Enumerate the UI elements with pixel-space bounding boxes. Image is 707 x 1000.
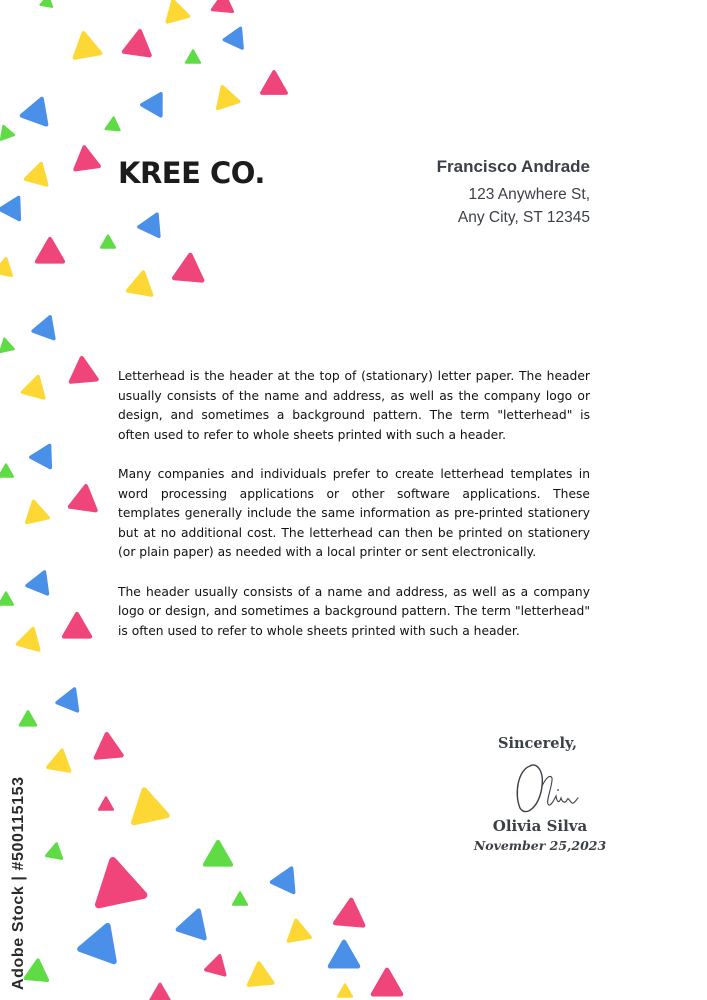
confetti-triangle — [373, 970, 401, 994]
confetti-triangle — [27, 568, 55, 594]
confetti-triangle — [0, 257, 15, 276]
confetti-triangle — [206, 953, 230, 975]
confetti-triangle — [94, 733, 122, 758]
confetti-triangle — [40, 0, 54, 7]
confetti-triangle — [0, 464, 13, 476]
confetti-triangle — [139, 210, 167, 237]
stock-watermark: Adobe Stock | #500115153 — [10, 776, 27, 990]
confetti-triangle — [37, 239, 63, 262]
confetti-triangle — [212, 0, 233, 11]
confetti-triangle — [178, 906, 212, 938]
confetti-triangle — [69, 357, 97, 382]
confetti-triangle — [224, 24, 249, 48]
confetti-triangle — [71, 31, 101, 58]
confetti-triangle — [57, 685, 85, 711]
confetti-triangle — [128, 270, 155, 295]
sender-address-line1: 123 Anywhere St, — [468, 186, 590, 203]
confetti-triangle — [80, 920, 125, 962]
confetti-triangle — [174, 254, 204, 281]
body-paragraph-3: The header usually consists of a name and address, as well as a company logo or design, and sometimes a background pattern. The term "letterhead" is often used to refer to whole sheets printed with such a header. — [118, 584, 590, 638]
confetti-triangle — [106, 117, 121, 130]
confetti-triangle — [162, 0, 188, 22]
closing-block — [470, 734, 610, 856]
confetti-triangle — [31, 440, 59, 467]
sender-address-line2: Any City, ST 12345 — [457, 209, 590, 226]
confetti-triangle — [247, 962, 273, 985]
confetti-triangle — [0, 192, 28, 219]
confetti-triangle — [335, 899, 365, 926]
company-logo: KREE CO. — [118, 156, 265, 190]
confetti-triangle — [128, 787, 167, 823]
sender-name: Francisco Andrade — [436, 157, 590, 176]
confetti-triangle — [205, 842, 231, 865]
sender-block — [437, 156, 590, 229]
confetti-triangle — [0, 124, 14, 140]
confetti-triangle — [22, 374, 48, 398]
signer-name: Olivia Silva — [492, 817, 588, 835]
confetti-triangle — [23, 499, 48, 522]
confetti-triangle — [46, 842, 64, 858]
confetti-triangle — [20, 711, 36, 725]
confetti-triangle — [233, 892, 247, 904]
confetti-triangle — [17, 626, 43, 650]
closing-salutation: Sincerely, — [498, 735, 578, 752]
confetti-triangle — [0, 337, 14, 352]
confetti-triangle — [99, 797, 113, 809]
confetti-triangle — [48, 748, 73, 771]
confetti-triangle — [101, 235, 115, 247]
letter-date: November 25,2023 — [473, 838, 607, 853]
confetti-triangle — [0, 592, 13, 604]
confetti-triangle — [150, 984, 170, 1000]
confetti-triangle — [90, 856, 143, 905]
confetti-triangle — [338, 984, 352, 996]
confetti-triangle — [212, 83, 239, 108]
confetti-triangle — [25, 161, 51, 185]
body-paragraph-1: Letterhead is the header at the top of (stationary) letter paper. The header usually consists of the name and address, as well as the company logo or design, and sometimes a background pattern. The term "letterhead" is often used to refer to whole sheets printed with such a header. — [118, 369, 590, 442]
confetti-triangle — [262, 72, 286, 93]
letter-body — [118, 367, 590, 661]
confetti-triangle — [64, 614, 90, 637]
confetti-triangle — [272, 863, 303, 892]
confetti-triangle — [72, 146, 99, 170]
confetti-triangle — [186, 50, 200, 62]
confetti-triangle — [33, 313, 60, 339]
confetti-triangle — [124, 29, 153, 55]
confetti-triangle — [22, 94, 54, 124]
confetti-triangle — [70, 484, 99, 510]
body-paragraph-2: Many companies and individuals prefer to create letterhead templates in word processing applications or other software applications. These templates generally include the same information as pre-printed stationery but at no additional cost. The letterhead can then be printed on stationery (or plain paper) as needed with a local printer or sent electronically. — [118, 466, 590, 560]
signature-icon — [500, 756, 580, 818]
confetti-triangle — [330, 942, 358, 966]
confetti-triangle — [142, 88, 171, 116]
confetti-triangle — [25, 959, 49, 980]
confetti-triangle — [285, 918, 310, 941]
